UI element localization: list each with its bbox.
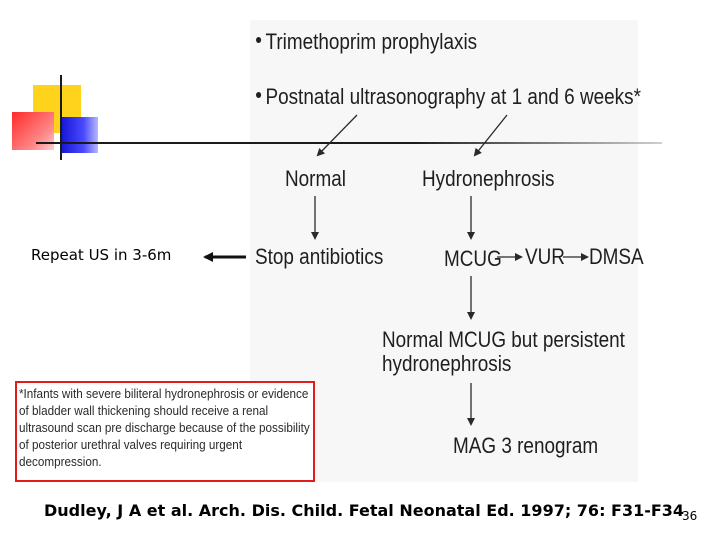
footnote-text [19, 385, 319, 470]
page-number: 36 [682, 509, 698, 523]
footnote-line: ultrasound scan pre discharge because of the possibility [19, 420, 310, 435]
citation: Dudley, J A et al. Arch. Dis. Child. Fetal Neonatal Ed. 1997; 76: F31-F34 [44, 501, 685, 520]
arrow-to-hydronephrosis [475, 115, 507, 155]
node-stop-antibiotics: Stop antibiotics [255, 244, 384, 269]
node-mag3-renogram: MAG 3 renogram [453, 433, 599, 458]
node-mcug: MCUG [444, 246, 502, 271]
bullet-text: Postnatal ultrasonography at 1 and 6 weeks* [265, 84, 641, 109]
node-vur: VUR [525, 244, 565, 269]
footnote-line: of bladder wall thickening should receive a renal [19, 403, 269, 418]
node-hydronephrosis: Hydronephrosis [422, 166, 555, 191]
repeat-us-label: Repeat US in 3-6m [31, 246, 172, 264]
footnote-line: of posterior urethral valves requiring urgent [19, 437, 243, 452]
node-persistent-line1: Normal MCUG but persistent [382, 327, 625, 352]
node-normal: Normal [285, 166, 346, 191]
node-dmsa: DMSA [589, 244, 644, 269]
footnote-line: decompression. [19, 454, 102, 469]
arrow-to-normal [318, 115, 357, 155]
node-persistent-line2: hydronephrosis [382, 351, 512, 376]
footnote-line: *Infants with severe biliteral hydronephrosis or evidence [19, 386, 309, 401]
bullet-text: Trimethoprim prophylaxis [265, 29, 478, 54]
